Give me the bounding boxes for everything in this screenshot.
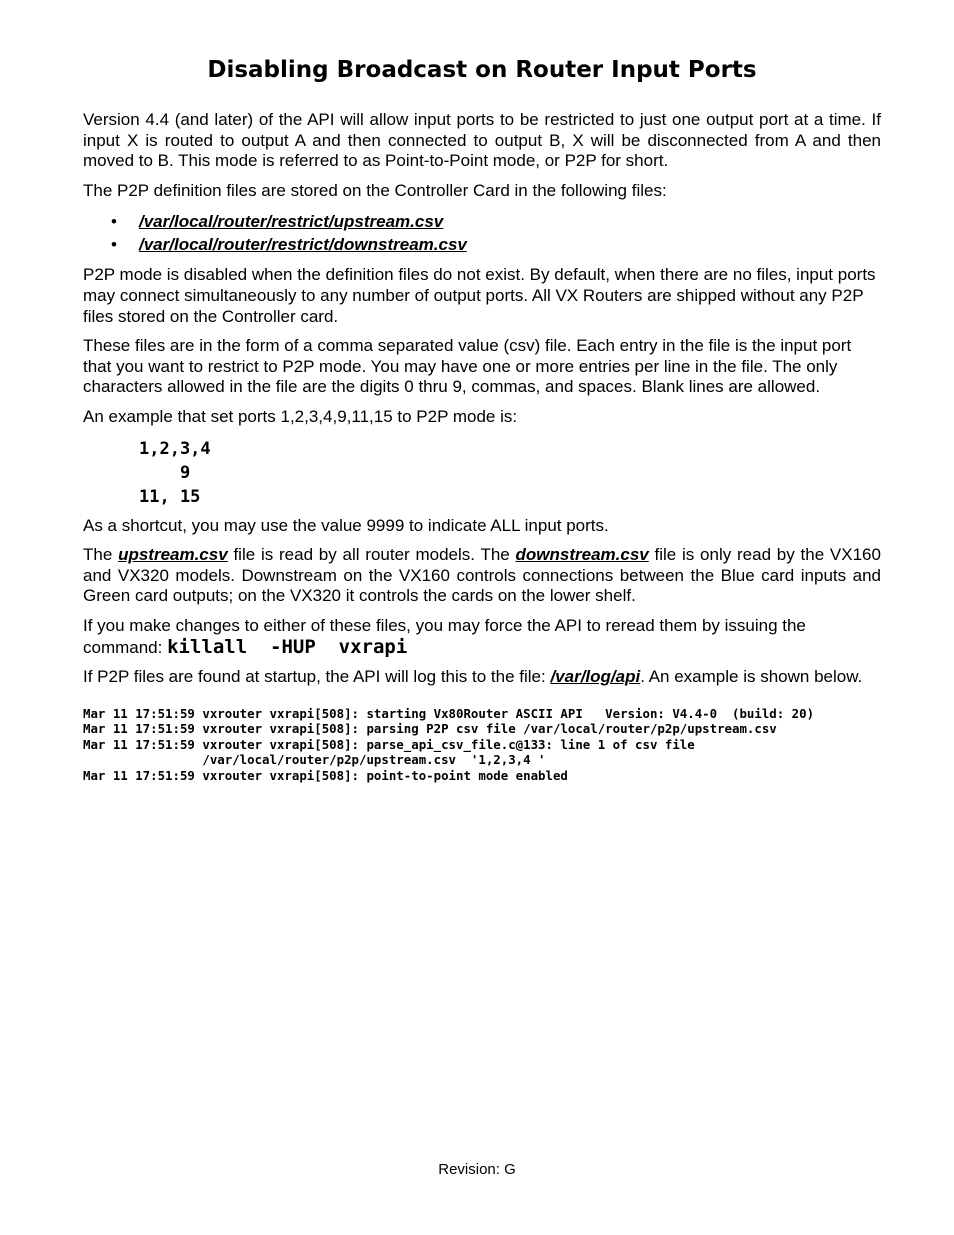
reread-paragraph: [83, 616, 881, 658]
files-intro-paragraph: The P2P definition files are stored on the Controller Card in the following files:: [83, 180, 667, 200]
bullet: •: [111, 212, 117, 232]
models-text: file is only read by the VX160 and VX320 models. Downstream on the VX160 controls connections between the Blue card inputs and Green card outputs; on the VX320 it controls the cards on the lower shelf.: [83, 545, 881, 606]
log-intro-text: . An example is shown below.: [640, 667, 863, 687]
list-item: [83, 233, 881, 256]
example-line: 1,2,3,4: [139, 438, 211, 459]
bullet: •: [111, 235, 117, 255]
log-line: Mar 11 17:51:59 vxrouter vxrapi[508]: parse_api_csv_file.c@133: line 1 of csv file: [83, 736, 695, 752]
downstream-file-ref: downstream.csv: [515, 545, 649, 565]
reread-text: If you make changes to either of these files, you may force the API to reread them by issuing the command:: [83, 615, 806, 657]
list-item: [83, 210, 881, 233]
downstream-file-path: /var/local/router/restrict/downstream.csv: [139, 235, 467, 255]
example-intro-paragraph: An example that set ports 1,2,3,4,9,11,15 to P2P mode is:: [83, 406, 518, 426]
upstream-file-ref: upstream.csv: [118, 545, 228, 565]
disabled-paragraph: P2P mode is disabled when the definition files do not exist. By default, when there are no files, input ports may connect simultaneously to any number of output ports. All VX Routers are shipped without any P2P files stored on the Controller card.: [83, 265, 876, 326]
example-code-block: [139, 437, 881, 509]
shortcut-paragraph: As a shortcut, you may use the value 9999 to indicate ALL input ports.: [83, 515, 609, 535]
log-line: /var/local/router/p2p/upstream.csv '1,2,3,4 ': [83, 752, 546, 768]
log-line: Mar 11 17:51:59 vxrouter vxrapi[508]: parsing P2P csv file /var/local/router/p2p/upstream.csv: [83, 721, 777, 737]
log-line: Mar 11 17:51:59 vxrouter vxrapi[508]: starting Vx80Router ASCII API Version: V4.4-0 (build: 20): [83, 705, 815, 721]
format-paragraph: These files are in the form of a comma separated value (csv) file. Each entry in the file is the input port that you want to restrict to P2P mode. You may have one or more entries per line in the file. The only characters allowed in the file are the digits 0 thru 9, commas, and spaces. Blank lines are allowed.: [83, 336, 852, 397]
models-text: The: [83, 545, 119, 565]
document-page: [83, 56, 881, 783]
upstream-file-path: /var/local/router/restrict/upstream.csv: [139, 212, 444, 232]
file-list: [83, 210, 881, 256]
models-paragraph: [83, 545, 881, 607]
example-line: 9: [139, 462, 191, 483]
log-output-block: [83, 706, 881, 784]
models-text: file is read by all router models. The: [227, 545, 516, 565]
log-intro-text: If P2P files are found at startup, the API will log this to the file:: [83, 667, 551, 687]
example-line: 11, 15: [139, 486, 201, 507]
log-line: Mar 11 17:51:59 vxrouter vxrapi[508]: point-to-point mode enabled: [83, 767, 568, 783]
reread-command: killall -HUP vxrapi: [167, 635, 408, 658]
intro-paragraph: Version 4.4 (and later) of the API will allow input ports to be restricted to just one output port at a time. If input X is routed to output A and then connected to output B, X will be disconnected from A and then moved to B. This mode is referred to as Point-to-Point mode, or P2P for short.: [83, 110, 881, 171]
page-footer-revision: Revision: G: [438, 1161, 516, 1178]
log-file-path: /var/log/api: [550, 667, 641, 687]
page-title: Disabling Broadcast on Router Input Ports: [207, 57, 757, 83]
log-intro-paragraph: [83, 667, 881, 688]
